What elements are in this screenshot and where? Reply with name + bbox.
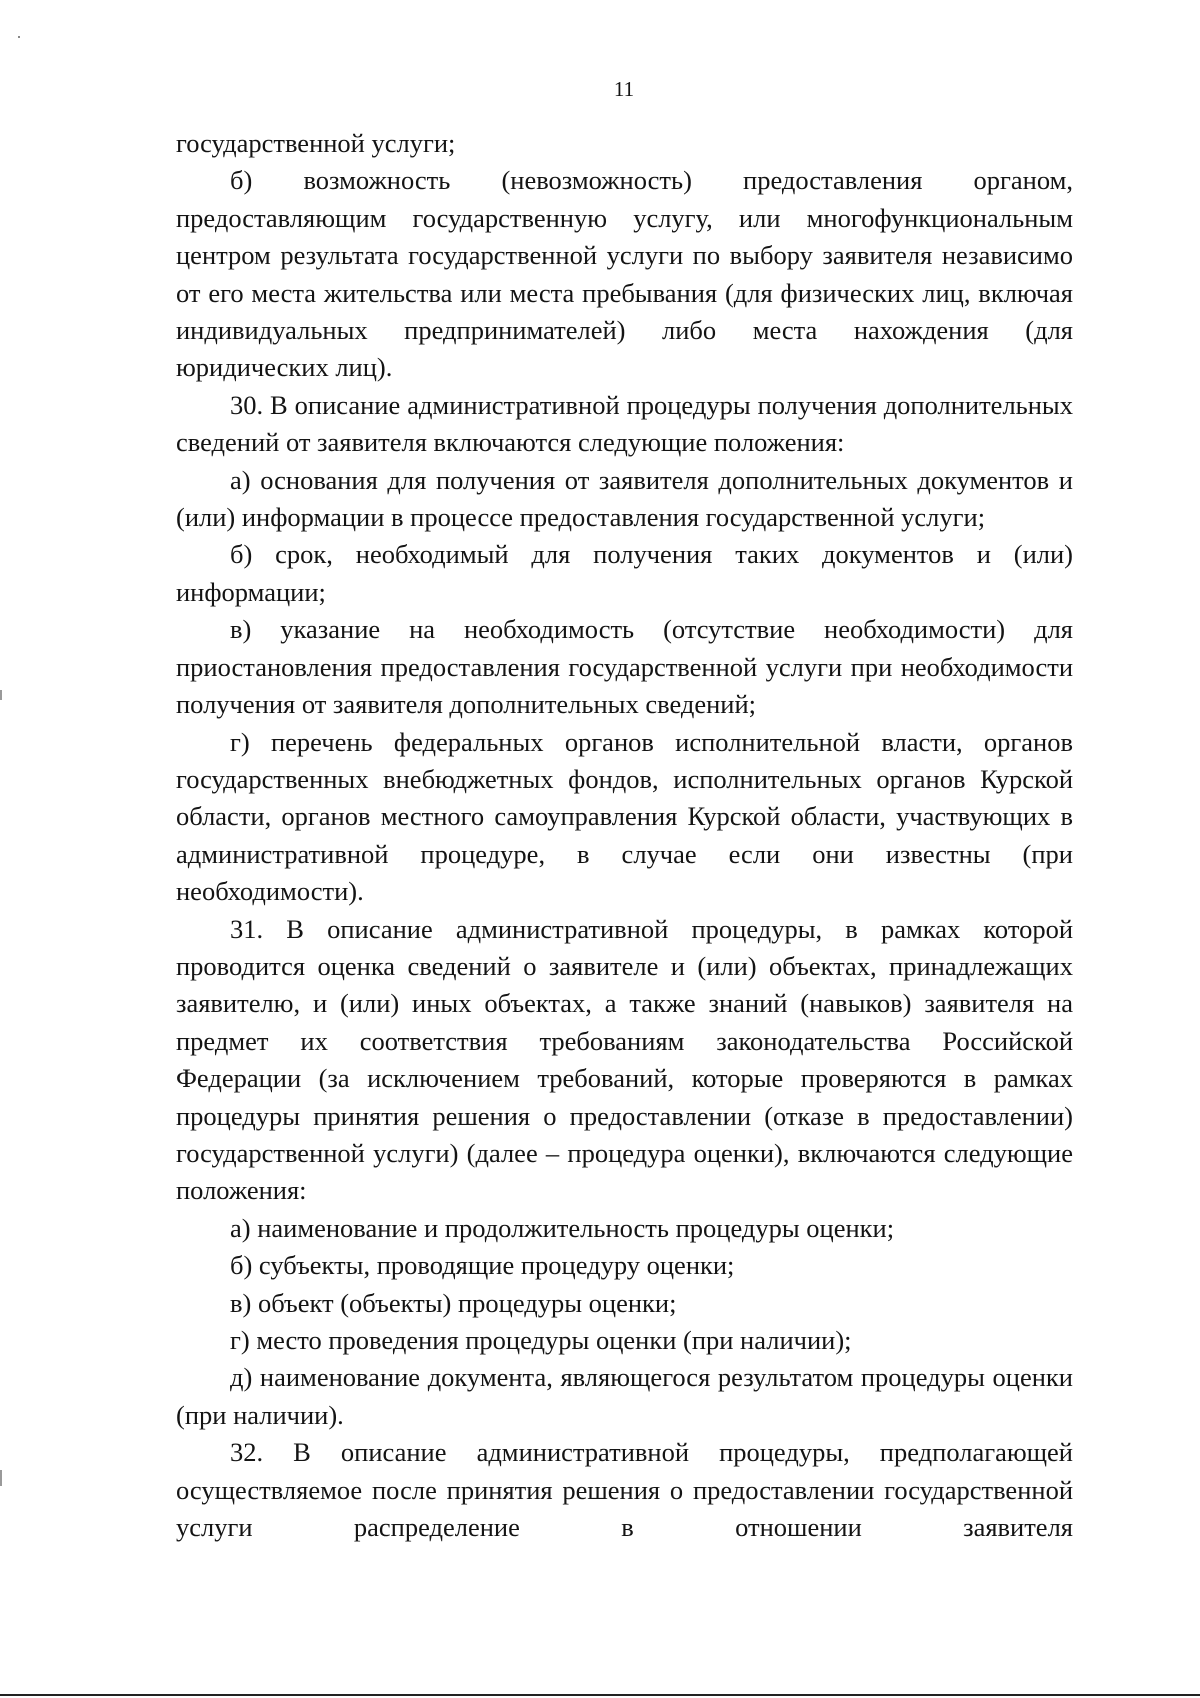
paragraph-subitem-b: б) возможность (невозможность) предоставления органом, предоставляющим государственную услугу, или многофункциональным центром результата государственной услуги по выбору заявителя независимо от его места жительства или места пребывания (для физических лиц, включая индивидуальных предпринимателей) либо места нахождения (для юридических лиц). [176, 165, 1073, 383]
paragraph-clause-30: 30. В описание административной процедуры получения дополнительных сведений от заявителя включаются следующие положения: [176, 389, 1073, 458]
document-body [176, 125, 1073, 1546]
scan-speck [18, 36, 20, 38]
paragraph-31-d: д) наименование документа, являющегося результатом процедуры оценки (при наличии). [176, 1362, 1073, 1430]
paragraph-31-a: а) наименование и продолжительность процедуры оценки; [230, 1212, 895, 1243]
paragraph-31-v: в) объект (объекты) процедуры оценки; [230, 1287, 677, 1318]
paragraph-31-g: г) место проведения процедуры оценки (при наличии); [230, 1325, 852, 1355]
paragraph-clause-31: 31. В описание административной процедуры, в рамках которой проводится оценка сведений о заявителе и (или) объектах, принадлежащих заявителю, и (или) иных объектах, а также знаний (навыков) заявителя на предмет их соответствия требованиям законодательства Российской Федерации (за исключением требований, которые проверяются в рамках процедуры принятия решения о предоставлении (отказе в предоставлении) государственной услуги) (далее – процедура оценки), включаются следующие положения: [176, 913, 1073, 1206]
paragraph-30-v: в) указание на необходимость (отсутствие необходимости) для приостановления предоставления государственной услуги при необходимости получения от заявителя дополнительных сведений; [176, 614, 1073, 720]
page-number: 11 [613, 77, 635, 101]
paragraph-30-g: г) перечень федеральных органов исполнительной власти, органов государственных внебюджетных фондов, исполнительных органов Курской области, органов местного самоуправления Курской области, участвующих в административной процедуре, в случае если они известны (при необходимости). [176, 726, 1073, 907]
paragraph-clause-32: 32. В описание административной процедуры, предполагающей осуществляемое после принятия решения о предоставлении государственной услуги распределение в отношении заявителя [176, 1437, 1073, 1543]
paragraph-30-b: б) срок, необходимый для получения таких документов и (или) информации; [176, 539, 1073, 607]
scan-edge-mark [0, 1470, 2, 1486]
scan-edge-mark [0, 690, 2, 700]
paragraph-30-a: а) основания для получения от заявителя дополнительных документов и (или) информации в процессе предоставления государственной услуги; [176, 464, 1073, 533]
paragraph-31-b: б) субъекты, проводящие процедуру оценки; [230, 1250, 735, 1281]
scan-bottom-edge [0, 1694, 1200, 1696]
paragraph-continuation: государственной услуги; [176, 128, 456, 158]
